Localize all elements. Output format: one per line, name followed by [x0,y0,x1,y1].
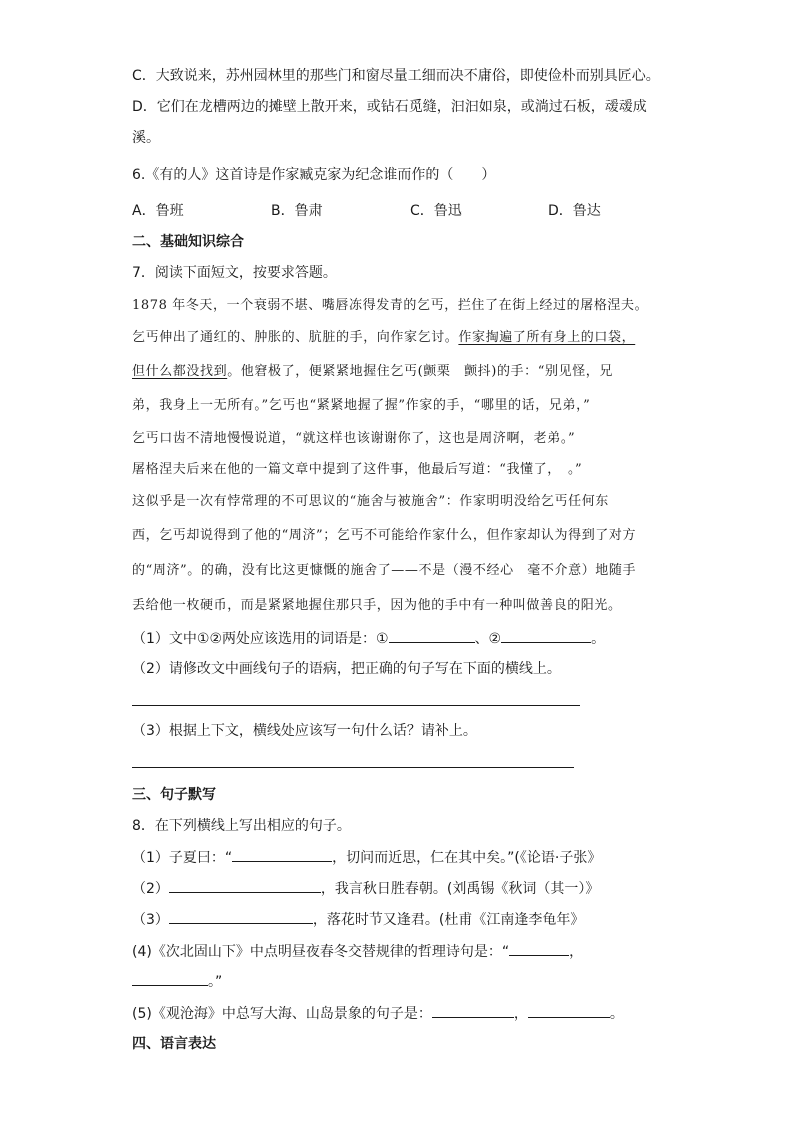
q8-sub2-label: （2） [132,881,169,897]
q8-sub2 [132,878,599,899]
section-4-title: 四、语言表达 [132,1036,216,1052]
q8-sub5 [132,1003,624,1024]
q8-sub2-text: ，我言秋日胜春朝。(刘禹锡《秋词（其一）》 [320,881,600,897]
passage-line-3 [132,362,613,382]
passage-line-7: 这似乎是一次有悖常理的不可思议的“施舍与被施舍”：作家明明没给乞丐任何东 [132,494,609,509]
passage-line-4: 弟，我身上一无所有。”乞丐也“紧紧地握了握”作家的手，“哪里的话，兄弟，” [132,398,591,413]
q8-sub5-end: 。 [609,1006,624,1022]
answer-line-sub2[interactable] [132,705,580,706]
q8-stem: 8．在下列横线上写出相应的句子。 [132,818,351,834]
blank-q8-5a[interactable] [432,1003,514,1018]
q7-sub1-end: 。 [591,631,606,647]
q5-option-d-line1: D．它们在龙槽两边的摊壁上散开来，或钻石觅缝，汩汩如泉，或淌过石板，叆叆成 [132,99,647,115]
q8-sub4-end: 。” [208,974,223,990]
blank-q8-5b[interactable] [528,1003,610,1018]
section-2-title: 二、基础知识综合 [132,234,244,250]
passage-line-5: 乞丐口齿不清地慢慢说道，“就这样也该谢谢你了，这也是周济啊，老弟。” [132,431,576,446]
passage-text: 。他窘极了，便紧紧地握住乞丐(颤栗 颤抖)的手：“别见怪，兄 [227,364,613,379]
q7-sub1-label: （1）文中①②两处应该选用的词语是：① [132,631,389,647]
q7-sub1 [132,628,605,649]
q8-sub3-text: ，落花时节又逢君。(杜甫《江南逢李龟年》 [312,912,585,928]
q8-sub1-label: （1）子夏曰：“ [132,850,233,866]
passage-line-2 [132,328,635,348]
q8-sub1 [132,847,601,868]
q8-sub4 [132,941,583,962]
q8-sub5-sep: ， [513,1006,528,1022]
underlined-sentence-part1: 作家掏遍了所有身上的口袋， [458,330,636,345]
q6-option-a: A．鲁班 [132,203,184,219]
q6-stem: 6.《有的人》这首诗是作家臧克家为纪念谁而作的（ ） [132,167,496,183]
q8-sub3-label: （3） [132,912,169,928]
q5-option-d-line2: 溪。 [132,130,160,146]
section-3-title: 三、句子默写 [132,787,216,803]
q7-sub1-sep: 、② [474,631,502,647]
q5-option-c: C．大致说来，苏州园林里的那些门和窗尽量工细而决不庸俗，即使俭朴而别具匠心。 [132,68,660,84]
q8-sub1-text: ，切问而近思，仁在其中矣。”(《论语·子张》 [332,850,602,866]
q6-option-b: B．鲁肃 [271,203,323,219]
passage-line-1: 1878 年冬天，一个衰弱不堪、嘴唇冻得发青的乞丐，拦住了在街上经过的屠格涅夫。 [132,298,649,313]
q6-option-c: C．鲁迅 [410,203,462,219]
q8-sub5-label: (5)《观沧海》中总写大海、山岛景象的句子是： [132,1006,432,1022]
blank-1[interactable] [389,628,475,643]
q8-sub3 [132,909,584,930]
q8-sub4-sep: ， [569,944,584,960]
passage-text: 乞丐伸出了通红的、肿胀的、肮脏的手，向作家乞讨。 [132,330,459,345]
q7-sub3: （3）根据上下文，横线处应该写一句什么话？请补上。 [132,723,477,739]
q6-option-d: D．鲁达 [548,203,601,219]
passage-line-6: 屠格涅夫后来在他的一篇文章中提到了这件事，他最后写道：“我懂了， 。” [132,462,583,477]
underlined-sentence-part2: 但什么都没找到 [132,364,228,379]
blank-q8-1[interactable] [232,847,332,862]
blank-q8-2[interactable] [169,878,321,893]
blank-q8-4a[interactable] [509,941,569,956]
q8-sub4-label: (4)《次北固山下》中点明昼夜春冬交替规律的哲理诗句是：“ [132,944,510,960]
blank-2[interactable] [501,628,591,643]
answer-line-sub3[interactable] [132,767,574,768]
passage-line-8: 西，乞丐却说得到了他的“周济”；乞丐不可能给作家什么，但作家却认为得到了对方 [132,528,637,543]
passage-line-10: 丢给他一枚硬币，而是紧紧地握住那只手，因为他的手中有一种叫做善良的阳光。 [132,598,622,613]
q7-stem: 7．阅读下面短文，按要求答题。 [132,265,337,281]
blank-q8-3[interactable] [169,909,313,924]
q7-sub2: （2）请修改文中画线句子的语病，把正确的句子写在下面的横线上。 [132,661,561,677]
passage-line-9: 的“周济”。的确，没有比这更慷慨的施舍了——不是（漫不经心 毫不介意）地随手 [132,563,637,578]
blank-q8-4b[interactable] [132,971,208,986]
q8-sub4-cont [132,971,222,992]
